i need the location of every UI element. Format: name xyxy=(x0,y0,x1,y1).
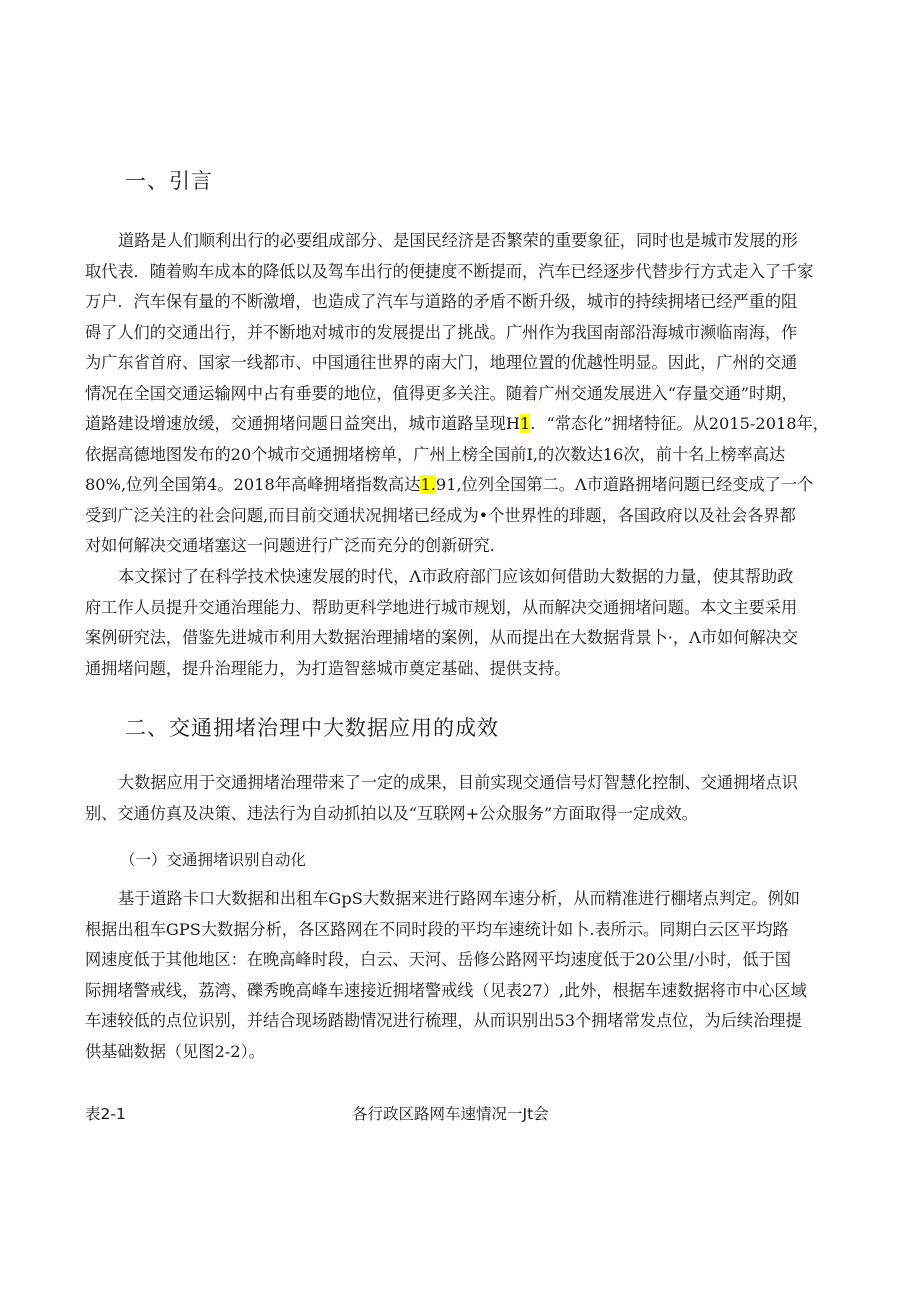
text-line: 为广东省首府、国家一线都市、中国通往世界的南大门，地理位置的优越性明显。因此，广州的交通 xyxy=(85,353,798,372)
text-line: 碍了人们的交通出行，并不断地对城市的发展提出了挑战。广州作为我国南部沿海城市濒临南海，作 xyxy=(85,322,798,342)
text-line: 际拥堵警戒线，荔湾、礫秀晚高峰车速接近拥堵警戒线（见表27）,此外，根据车速数据将市中心区域 xyxy=(85,980,807,1000)
text-line: 取代表．随着购车成本的降低以及驾车出行的便捷度不断提而，汽车已经逐步代替步行方式走入了千家 xyxy=(85,261,814,281)
text-span: 80%,位列全国第4。2018年高峰拥堵指数高达 xyxy=(85,475,421,494)
text-line: 道路是人们顺利出行的必要组成部分、是国民经济是否繁荣的重要象征，同时也是城市发展的形 xyxy=(118,231,798,250)
text-line: 府工作人员提升交通治理能力、帮助更科学地进行城市规划，从而解决交通拥堵问题。本文主要采用 xyxy=(85,597,798,617)
text-line: 别、交通仿真及决策、违法行为自动抓拍以及“互联网+公众服务”方面取得一定成效。 xyxy=(85,803,698,823)
subsection-heading: （一）交通拥堵识别自动化 xyxy=(120,851,307,869)
table-caption-label: 表2-1 xyxy=(85,1105,126,1123)
text-line: 依据高德地图发布的20个城市交通拥堵榜单，广州上榜全国前I,的次数达16次，前十名上榜率高达 xyxy=(85,444,786,464)
text-line: 车速较低的点位识别，并结合现场踏勘情况进行梳理，从而识别出53个拥堵常发点位，为后续治理提 xyxy=(85,1011,802,1030)
text-line: 根据出租车GPS大数据分析，各区路网在不同时段的平均车速统计如卜.表所示。同期白云区平均路 xyxy=(85,919,789,939)
section-1-heading: 一、引言 xyxy=(125,169,213,193)
text-line: 通拥堵问题，提升治理能力，为打造智慈城市奠定基础、提供支持。 xyxy=(85,658,571,678)
text-line xyxy=(85,409,845,440)
text-line: 本文探讨了在科学技术快速发展的时代，Λ市政府部门应该如何借助大数据的力量，使其帮助政 xyxy=(118,567,794,586)
highlighted-text: 1. xyxy=(420,475,436,494)
section-2-heading: 二、交通拥堵治理中大数据应用的成效 xyxy=(125,716,499,740)
table-caption-title: 各行政区路网车速情况一Jt会 xyxy=(352,1105,549,1123)
section-1-paragraph-1 xyxy=(85,226,845,562)
text-line: 网速度低于其他地区：在晚高峰时段，白云、天河、岳修公路网平均速度低于20公里/小时，低于国 xyxy=(85,950,791,969)
text-line: 对如何解决交通堵塞这一问题进行广泛而充分的创新研究. xyxy=(85,536,495,555)
text-line: 大数据应用于交通拥堵治理带来了一定的成果，目前实现交通信号灯智慧化控制、交通拥堵点识 xyxy=(118,773,798,792)
text-line: 受到广泛关注的社会问题,而目前交通状况拥堵已经成为•个世界性的琲题，各国政府以及社会各界都 xyxy=(85,505,796,525)
section-2-paragraph-1 xyxy=(85,768,845,829)
text-line: 万户．汽车保有量的不断激增，也造成了汽车与道路的矛盾不断升级，城市的持续拥堵已经严重的阻 xyxy=(85,292,798,311)
text-line: 供基础数据（见图2-2）。 xyxy=(85,1041,265,1061)
section-1-paragraph-2 xyxy=(85,562,845,684)
section-2-paragraph-2 xyxy=(85,884,845,1067)
text-line: 基于道路卡口大数据和出租车GpS大数据来进行路网车速分析，从而精准进行棚堵点判定。例如 xyxy=(118,889,800,908)
text-span: 91,位列全国第二。Λ市道路拥堵问题已经变成了一个 xyxy=(435,475,814,494)
table-caption xyxy=(85,1102,845,1130)
text-span: ．“常态化”拥堵特征。从2015-2018年， xyxy=(530,414,829,433)
text-line: 案例研究法，借鉴先进城市利用大数据治理捕堵的案例，从而提出在大数据背景卜·，Λ市如何解决交 xyxy=(85,628,798,647)
text-span: 道路建设增速放缓，交通拥堵问题日益突出，城市道路呈现H xyxy=(85,414,520,433)
text-line xyxy=(85,470,845,501)
highlighted-text: 1 xyxy=(520,414,531,433)
text-line: 情况在全国交通运输网中占有垂要的地位，值得更多关注。随着广州交通发展进入“存量交通”时期， xyxy=(85,383,798,403)
